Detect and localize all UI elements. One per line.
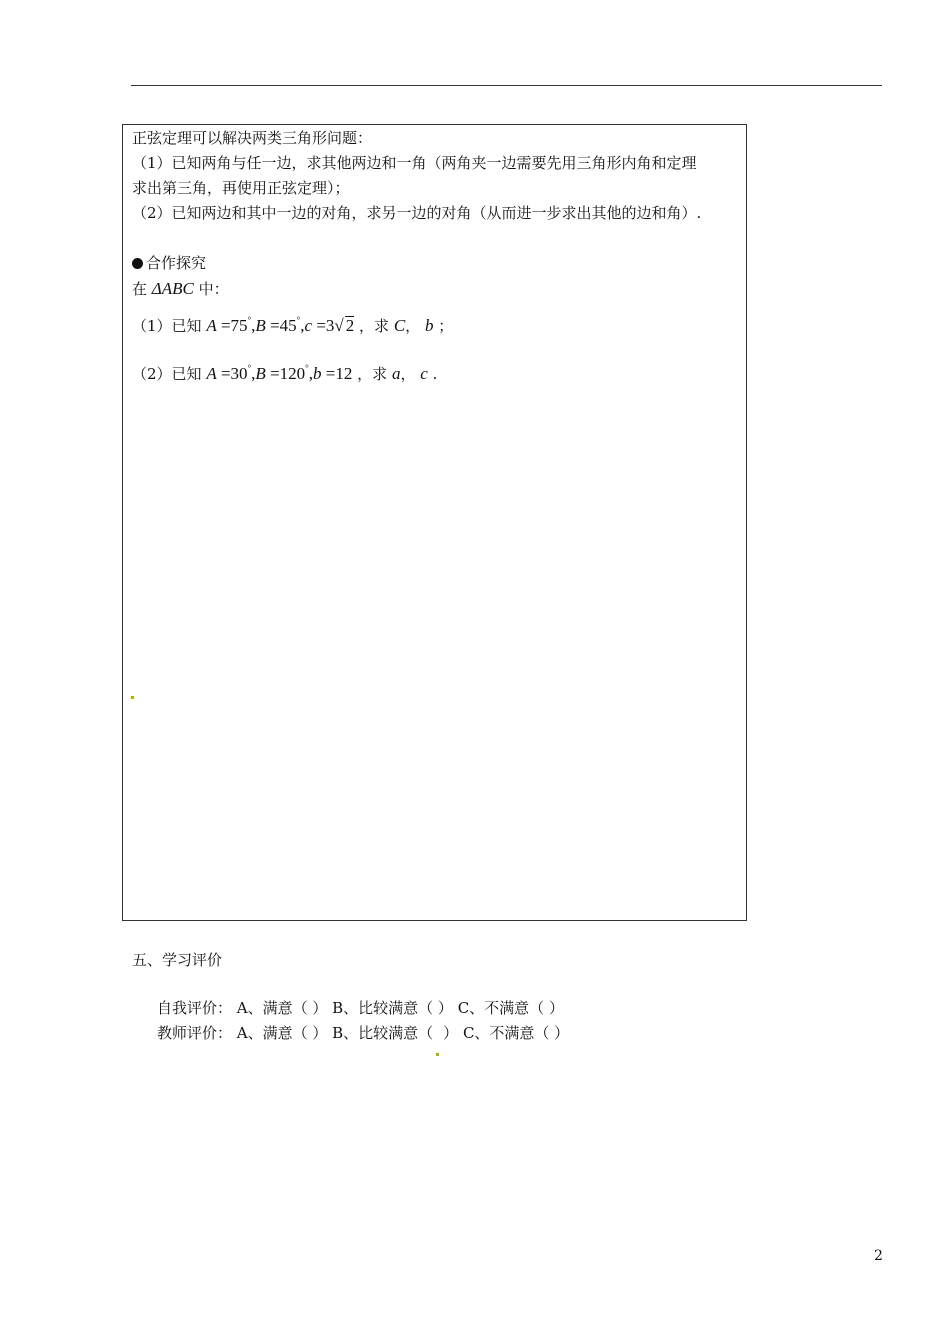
self-evaluation: 自我评价： A、满意（ ） B、比较满意（ ） C、不满意（ ） — [157, 999, 564, 1017]
stray-dot — [131, 696, 134, 699]
coop-heading — [132, 253, 206, 273]
section-5-heading: 五、学习评价 — [132, 951, 223, 969]
case-2-line: （2）已知两边和其中一边的对角，求另一边的对角（从而进一步求出其他的边和角）. — [132, 204, 702, 222]
content-box — [122, 124, 747, 921]
radical-sign: √ — [334, 316, 344, 335]
triangle-intro: 在 ΔABC 中： — [132, 279, 229, 298]
triangle-symbol: ΔABC — [151, 279, 194, 298]
problem-1-formula: A =75°,B =45°,c =3√ 2 — [206, 315, 355, 335]
stray-dot-2 — [436, 1053, 439, 1056]
sine-law-intro: 正弦定理可以解决两类三角形问题： — [132, 129, 373, 147]
teacher-evaluation: 教师评价： A、满意（ ） B、比较满意（ ） C、不满意（ ） — [157, 1023, 569, 1043]
bullet-icon — [132, 258, 143, 269]
problem-2: （2）已知 A =30°,B =120°,b =12 ，求 a， c . — [132, 363, 438, 383]
problem-2-formula: A =30°,B =120°,b =12 — [206, 363, 353, 383]
case-1-line-2: 求出第三角，再使用正弦定理）； — [132, 179, 350, 197]
header-rule — [131, 85, 882, 86]
problem-1: （1）已知 A =75°,B =45°,c =3√ 2 ，求 C， b ； — [132, 315, 454, 335]
page-number: 2 — [874, 1248, 883, 1264]
coop-title: 合作探究 — [146, 254, 207, 272]
case-1-line-1: （1）已知两角与任一边，求其他两边和一角（两角夹一边需要先用三角形内角和定理 — [132, 154, 697, 172]
